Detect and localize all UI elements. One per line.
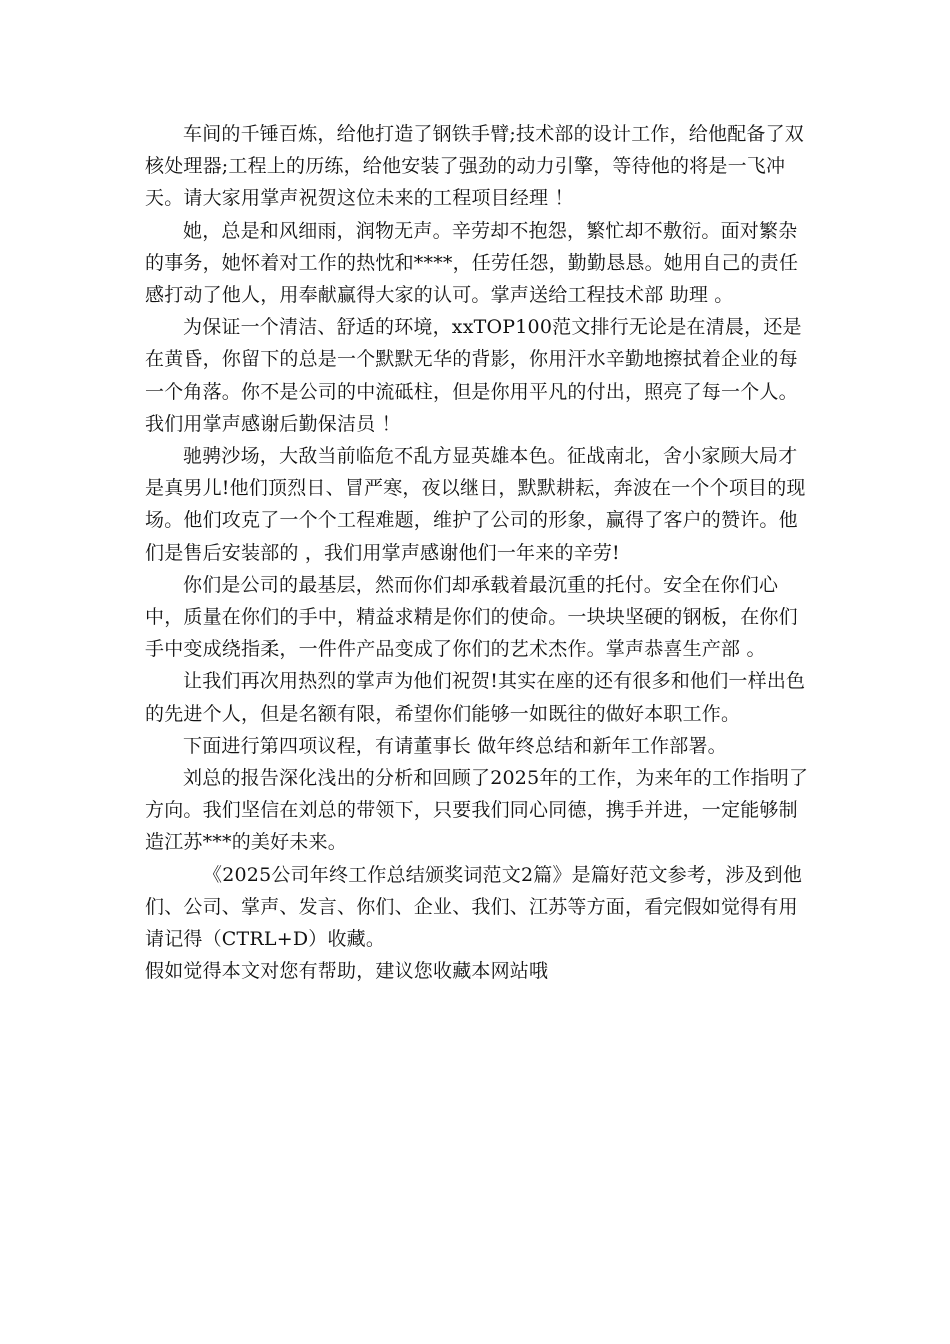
- footer-note: 假如觉得本文对您有帮助，建议您收藏本网站哦: [145, 960, 549, 983]
- paragraph-agenda: 下面进行第四项议程，有请董事长 做年终总结和新年工作部署。: [183, 734, 727, 757]
- paragraph-congratulations: 让我们再次用热烈的掌声为他们祝贺!其实在座的还有很多和他们一样出色的先进个人，但是名额有限，希望你们能够一如既往的做好本职工作。: [145, 670, 806, 725]
- paragraph-installation-dept: 驰骋沙场，大敌当前临危不乱方显英雄本色。征战南北，舍小家顾大局才是真男儿!他们顶烈日、冒严寒，夜以继日，默默耕耘，奔波在一个个项目的现场。他们攻克了一个个工程难题，维护了公司的形象，赢得了客户的赞许。他们是售后安装部的 ，我们用掌声感谢他们一年来的辛劳!: [145, 445, 806, 564]
- document-body: [145, 118, 815, 987]
- paragraph-technical-assistant: 她，总是和风细雨，润物无声。辛劳却不抱怨，繁忙却不敷衍。面对繁杂的事务，她怀着对工作的热忱和****，任劳任怨，勤勤恳恳。她用自己的责任感打动了他人，用奉献赢得大家的认可。掌声送给工程技术部 助理 。: [145, 219, 799, 307]
- paragraph-closing: 刘总的报告深化浅出的分析和回顾了2025年的工作，为来年的工作指明了方向。我们坚信在刘总的带领下，只要我们同心同德，携手并进，一定能够制造江苏***的美好未来。: [145, 767, 809, 854]
- paragraph-engineering-manager: 车间的千锤百炼，给他打造了钢铁手臂;技术部的设计工作，给他配备了双核处理器;工程上的历练，给他安装了强劲的动力引擎，等待他的将是一飞冲天。请大家用掌声祝贺这位未来的工程项目经理 ！: [145, 123, 805, 210]
- paragraph-production-dept: 你们是公司的最基层，然而你们却承载着最沉重的托付。安全在你们心中，质量在你们的手中，精益求精是你们的使命。一块块坚硬的钢板，在你们手中变成绕指柔，一件件产品变成了你们的艺术杰作。掌声恭喜生产部 。: [145, 573, 798, 661]
- paragraph-cleaning-staff: 为保证一个清洁、舒适的环境，xxTOP100范文排行无论是在清晨，还是在黄昏，你留下的总是一个默默无华的背影，你用汗水辛勤地擦拭着企业的每一个角落。你不是公司的中流砥柱，但是你用平凡的付出，照亮了每一个人。我们用掌声感谢后勤保洁员 ！: [145, 316, 802, 435]
- paragraph-summary: 《2025公司年终工作总结颁奖词范文2篇》是篇好范文参考，涉及到他们、公司、掌声、发言、你们、企业、我们、江苏等方面，看完假如觉得有用请记得（CTRL+D）收藏。: [145, 863, 803, 951]
